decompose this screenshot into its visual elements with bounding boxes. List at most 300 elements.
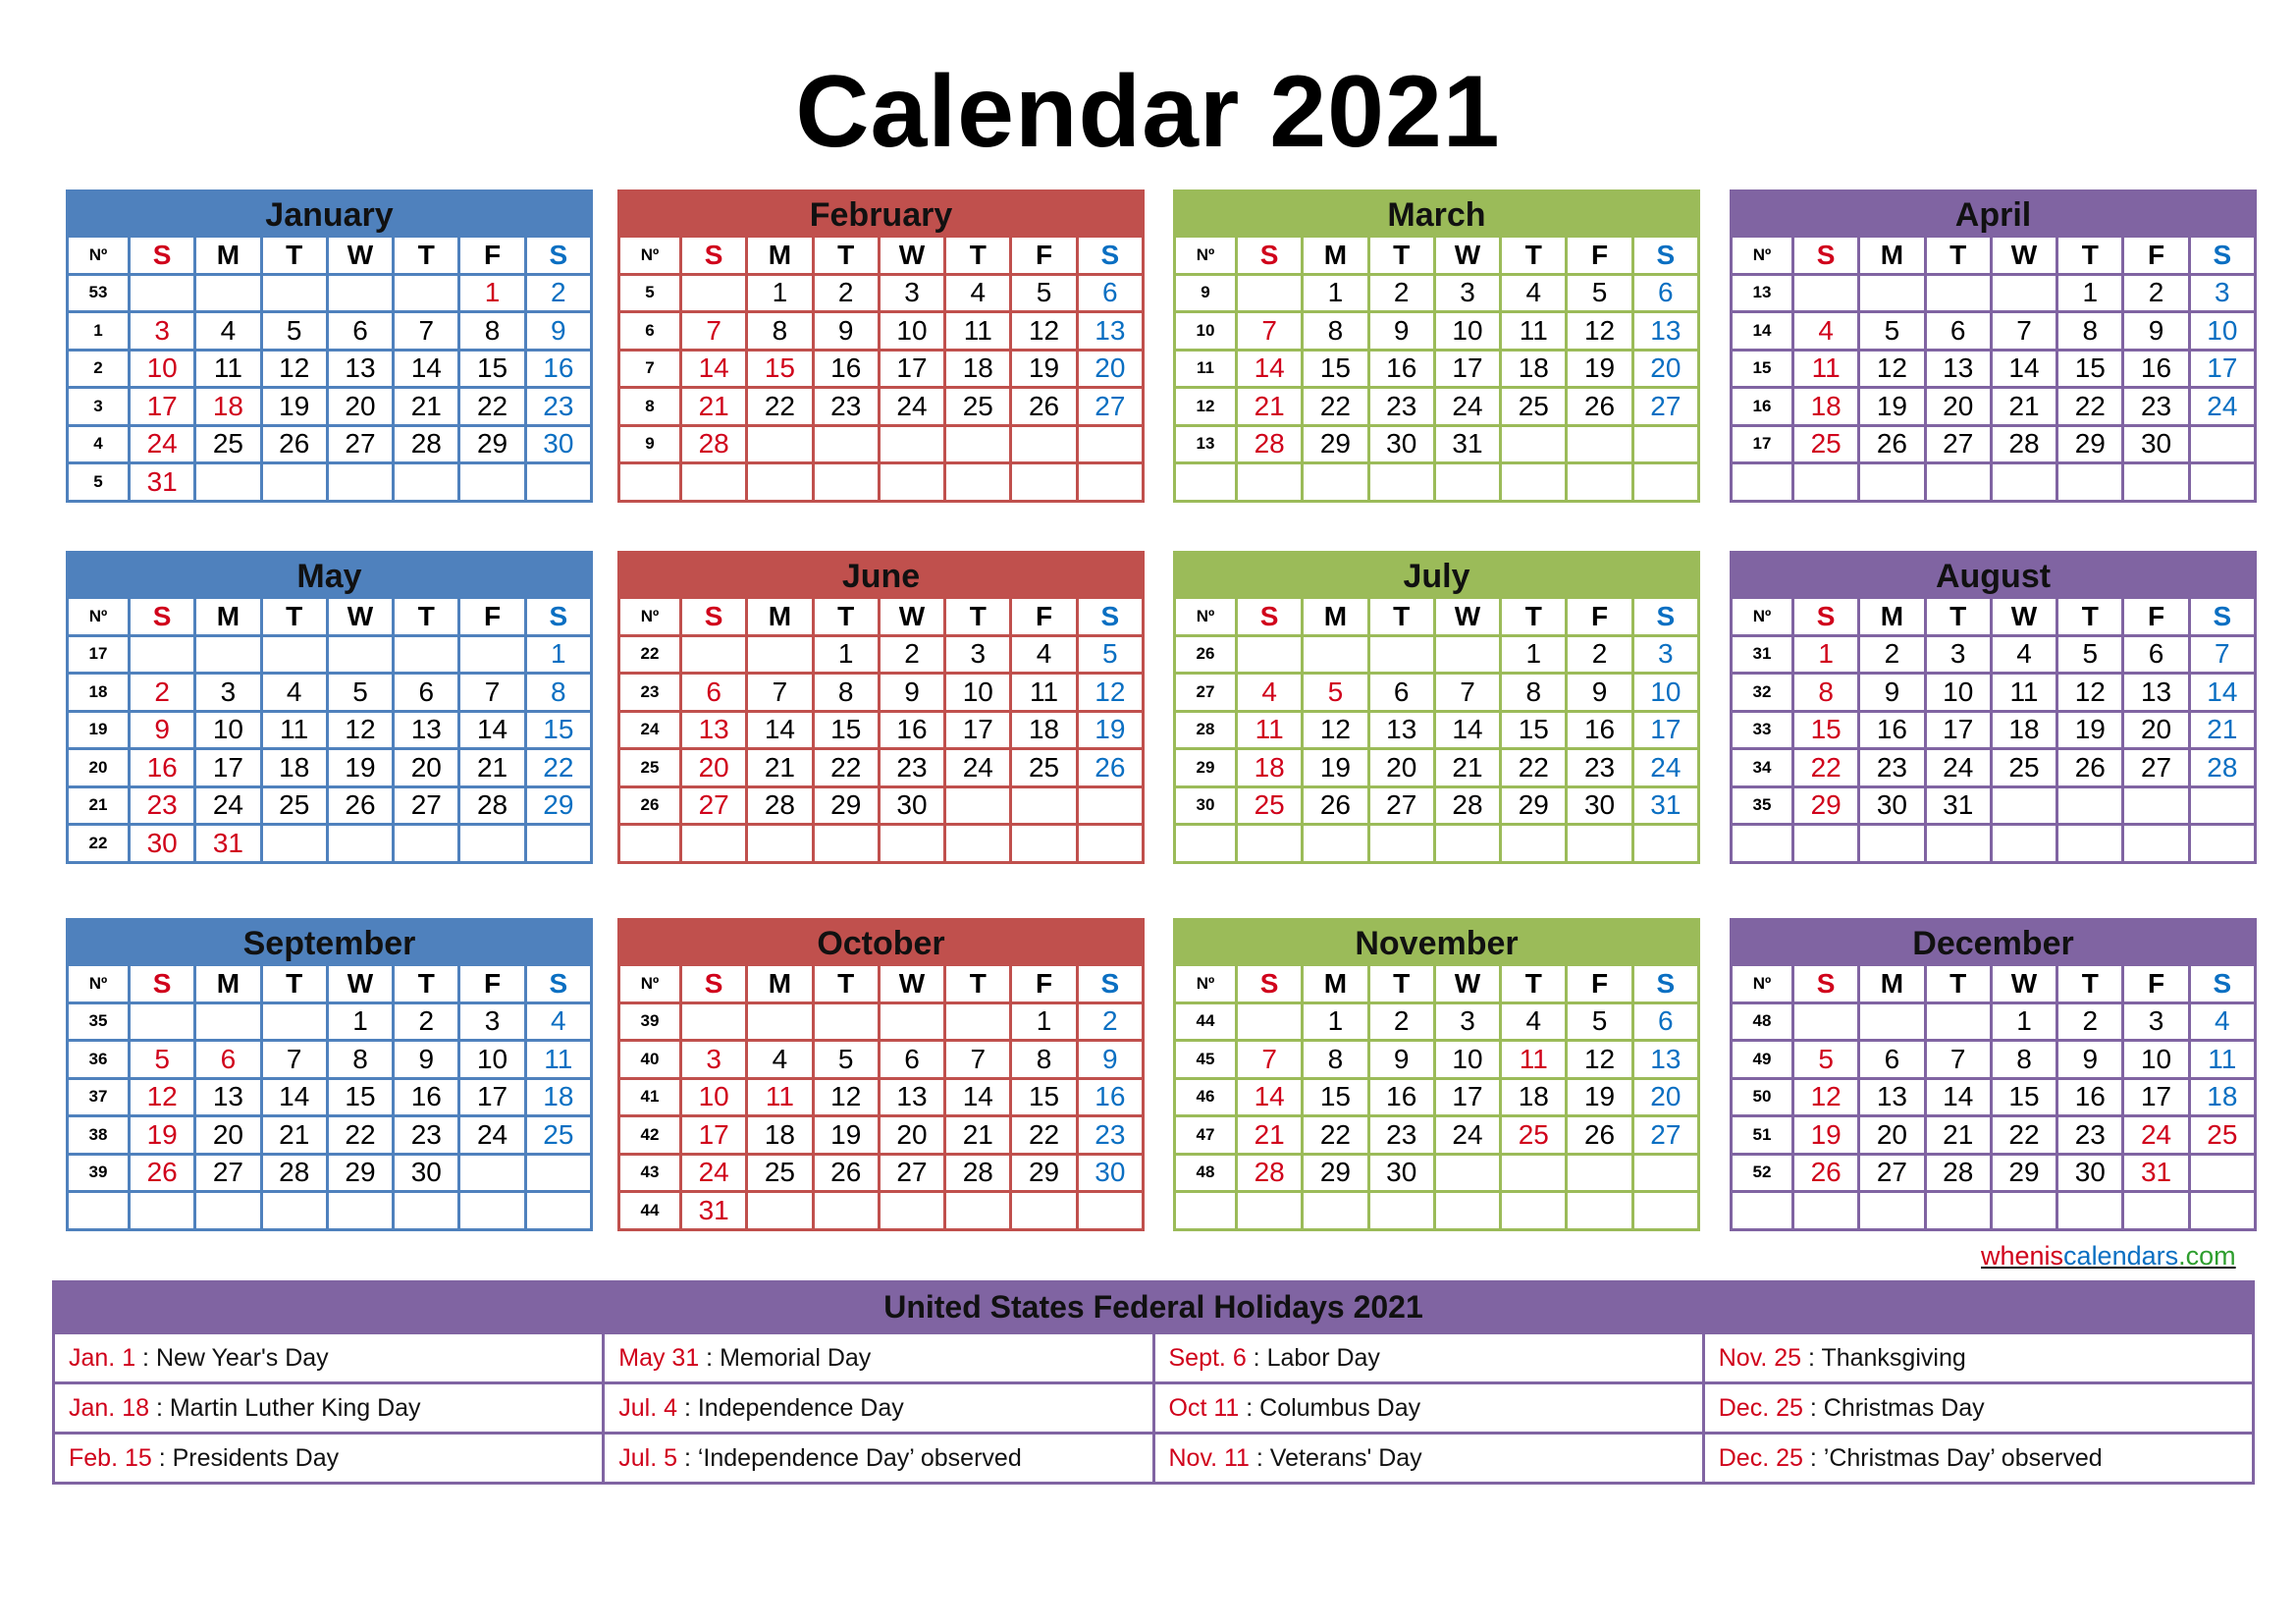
day-cell[interactable]: 4 xyxy=(525,1002,591,1041)
day-cell[interactable]: 23 xyxy=(1368,388,1434,426)
day-cell[interactable]: 9 xyxy=(813,312,879,351)
day-cell[interactable]: 20 xyxy=(1859,1116,1925,1155)
day-cell[interactable]: 15 xyxy=(1501,711,1567,749)
day-cell[interactable]: 4 xyxy=(747,1041,813,1079)
day-cell[interactable]: 10 xyxy=(879,312,944,351)
day-cell[interactable]: 28 xyxy=(681,425,747,463)
day-cell[interactable]: 31 xyxy=(2123,1154,2189,1192)
day-cell[interactable]: 20 xyxy=(1925,388,1991,426)
day-cell[interactable]: 13 xyxy=(394,711,459,749)
day-cell[interactable]: 5 xyxy=(261,312,327,351)
day-cell[interactable]: 17 xyxy=(681,1116,747,1155)
day-cell[interactable]: 10 xyxy=(1434,1041,1500,1079)
day-cell[interactable]: 22 xyxy=(813,749,879,787)
day-cell[interactable]: 29 xyxy=(1991,1154,2056,1192)
day-cell[interactable]: 21 xyxy=(945,1116,1011,1155)
day-cell[interactable]: 18 xyxy=(1793,388,1859,426)
day-cell[interactable]: 3 xyxy=(2189,274,2255,312)
day-cell[interactable]: 7 xyxy=(1991,312,2056,351)
day-cell[interactable]: 23 xyxy=(130,786,195,825)
day-cell[interactable]: 1 xyxy=(1303,274,1368,312)
day-cell[interactable]: 6 xyxy=(1859,1041,1925,1079)
day-cell[interactable]: 12 xyxy=(1303,711,1368,749)
day-cell[interactable]: 18 xyxy=(1011,711,1077,749)
day-cell[interactable]: 26 xyxy=(327,786,393,825)
day-cell[interactable]: 23 xyxy=(879,749,944,787)
day-cell[interactable]: 24 xyxy=(945,749,1011,787)
day-cell[interactable]: 1 xyxy=(327,1002,393,1041)
day-cell[interactable]: 10 xyxy=(195,711,261,749)
day-cell[interactable]: 4 xyxy=(261,674,327,712)
day-cell[interactable]: 22 xyxy=(747,388,813,426)
day-cell[interactable]: 6 xyxy=(195,1041,261,1079)
day-cell[interactable]: 13 xyxy=(681,711,747,749)
day-cell[interactable]: 13 xyxy=(2123,674,2189,712)
day-cell[interactable]: 26 xyxy=(1567,1116,1632,1155)
day-cell[interactable]: 8 xyxy=(1011,1041,1077,1079)
day-cell[interactable]: 25 xyxy=(1793,425,1859,463)
day-cell[interactable]: 17 xyxy=(1434,1078,1500,1116)
day-cell[interactable]: 29 xyxy=(813,786,879,825)
day-cell[interactable]: 31 xyxy=(1434,425,1500,463)
day-cell[interactable]: 14 xyxy=(1434,711,1500,749)
day-cell[interactable]: 3 xyxy=(1434,1002,1500,1041)
day-cell[interactable]: 17 xyxy=(2123,1078,2189,1116)
day-cell[interactable]: 28 xyxy=(2189,749,2255,787)
day-cell[interactable]: 14 xyxy=(261,1078,327,1116)
day-cell[interactable]: 29 xyxy=(2057,425,2123,463)
day-cell[interactable]: 4 xyxy=(1793,312,1859,351)
day-cell[interactable]: 22 xyxy=(525,749,591,787)
day-cell[interactable]: 22 xyxy=(1991,1116,2056,1155)
day-cell[interactable]: 20 xyxy=(1632,1078,1698,1116)
day-cell[interactable]: 28 xyxy=(1925,1154,1991,1192)
day-cell[interactable]: 9 xyxy=(1077,1041,1143,1079)
day-cell[interactable]: 14 xyxy=(1991,350,2056,388)
day-cell[interactable]: 5 xyxy=(1793,1041,1859,1079)
day-cell[interactable]: 28 xyxy=(1434,786,1500,825)
day-cell[interactable]: 5 xyxy=(130,1041,195,1079)
day-cell[interactable]: 14 xyxy=(1237,350,1303,388)
day-cell[interactable]: 26 xyxy=(2057,749,2123,787)
day-cell[interactable]: 15 xyxy=(2057,350,2123,388)
day-cell[interactable]: 16 xyxy=(2057,1078,2123,1116)
day-cell[interactable]: 29 xyxy=(1501,786,1567,825)
day-cell[interactable]: 24 xyxy=(681,1154,747,1192)
day-cell[interactable]: 7 xyxy=(747,674,813,712)
day-cell[interactable]: 17 xyxy=(130,388,195,426)
day-cell[interactable]: 28 xyxy=(261,1154,327,1192)
day-cell[interactable]: 16 xyxy=(1077,1078,1143,1116)
day-cell[interactable]: 3 xyxy=(130,312,195,351)
day-cell[interactable]: 19 xyxy=(813,1116,879,1155)
day-cell[interactable]: 18 xyxy=(945,350,1011,388)
day-cell[interactable]: 25 xyxy=(2189,1116,2255,1155)
day-cell[interactable]: 12 xyxy=(1567,312,1632,351)
day-cell[interactable]: 27 xyxy=(1368,786,1434,825)
day-cell[interactable]: 12 xyxy=(813,1078,879,1116)
day-cell[interactable]: 7 xyxy=(1434,674,1500,712)
day-cell[interactable]: 7 xyxy=(2189,635,2255,674)
day-cell[interactable]: 24 xyxy=(1925,749,1991,787)
day-cell[interactable]: 8 xyxy=(1793,674,1859,712)
day-cell[interactable]: 11 xyxy=(1991,674,2056,712)
day-cell[interactable]: 20 xyxy=(394,749,459,787)
day-cell[interactable]: 5 xyxy=(1303,674,1368,712)
day-cell[interactable]: 17 xyxy=(195,749,261,787)
day-cell[interactable]: 30 xyxy=(525,425,591,463)
day-cell[interactable]: 10 xyxy=(681,1078,747,1116)
day-cell[interactable]: 17 xyxy=(2189,350,2255,388)
day-cell[interactable]: 25 xyxy=(1011,749,1077,787)
day-cell[interactable]: 6 xyxy=(1632,1002,1698,1041)
day-cell[interactable]: 18 xyxy=(2189,1078,2255,1116)
day-cell[interactable]: 11 xyxy=(261,711,327,749)
day-cell[interactable]: 1 xyxy=(1991,1002,2056,1041)
day-cell[interactable]: 10 xyxy=(130,350,195,388)
day-cell[interactable]: 1 xyxy=(813,635,879,674)
day-cell[interactable]: 30 xyxy=(130,825,195,863)
day-cell[interactable]: 14 xyxy=(681,350,747,388)
day-cell[interactable]: 10 xyxy=(1434,312,1500,351)
day-cell[interactable]: 7 xyxy=(459,674,525,712)
day-cell[interactable]: 28 xyxy=(747,786,813,825)
day-cell[interactable]: 18 xyxy=(1237,749,1303,787)
day-cell[interactable]: 18 xyxy=(525,1078,591,1116)
day-cell[interactable]: 4 xyxy=(195,312,261,351)
day-cell[interactable]: 2 xyxy=(2057,1002,2123,1041)
day-cell[interactable]: 19 xyxy=(1567,350,1632,388)
day-cell[interactable]: 30 xyxy=(2123,425,2189,463)
day-cell[interactable]: 20 xyxy=(1632,350,1698,388)
day-cell[interactable]: 25 xyxy=(747,1154,813,1192)
day-cell[interactable]: 26 xyxy=(1303,786,1368,825)
day-cell[interactable]: 21 xyxy=(1237,1116,1303,1155)
day-cell[interactable]: 7 xyxy=(945,1041,1011,1079)
day-cell[interactable]: 28 xyxy=(945,1154,1011,1192)
day-cell[interactable]: 16 xyxy=(813,350,879,388)
day-cell[interactable]: 16 xyxy=(1368,1078,1434,1116)
day-cell[interactable]: 28 xyxy=(459,786,525,825)
day-cell[interactable]: 19 xyxy=(1859,388,1925,426)
day-cell[interactable]: 21 xyxy=(261,1116,327,1155)
day-cell[interactable]: 26 xyxy=(1859,425,1925,463)
day-cell[interactable]: 25 xyxy=(195,425,261,463)
day-cell[interactable]: 23 xyxy=(1077,1116,1143,1155)
day-cell[interactable]: 3 xyxy=(1925,635,1991,674)
day-cell[interactable]: 24 xyxy=(2189,388,2255,426)
day-cell[interactable]: 19 xyxy=(1303,749,1368,787)
day-cell[interactable]: 30 xyxy=(2057,1154,2123,1192)
day-cell[interactable]: 7 xyxy=(1237,1041,1303,1079)
day-cell[interactable]: 25 xyxy=(525,1116,591,1155)
day-cell[interactable]: 13 xyxy=(327,350,393,388)
day-cell[interactable]: 9 xyxy=(130,711,195,749)
day-cell[interactable]: 16 xyxy=(2123,350,2189,388)
day-cell[interactable]: 14 xyxy=(945,1078,1011,1116)
day-cell[interactable]: 3 xyxy=(879,274,944,312)
day-cell[interactable]: 16 xyxy=(525,350,591,388)
day-cell[interactable]: 21 xyxy=(1434,749,1500,787)
day-cell[interactable]: 23 xyxy=(813,388,879,426)
day-cell[interactable]: 8 xyxy=(1991,1041,2056,1079)
day-cell[interactable]: 7 xyxy=(681,312,747,351)
day-cell[interactable]: 27 xyxy=(681,786,747,825)
day-cell[interactable]: 5 xyxy=(327,674,393,712)
day-cell[interactable]: 20 xyxy=(2123,711,2189,749)
day-cell[interactable]: 19 xyxy=(1011,350,1077,388)
day-cell[interactable]: 20 xyxy=(195,1116,261,1155)
day-cell[interactable]: 4 xyxy=(1237,674,1303,712)
day-cell[interactable]: 27 xyxy=(1632,1116,1698,1155)
day-cell[interactable]: 27 xyxy=(327,425,393,463)
day-cell[interactable]: 23 xyxy=(2057,1116,2123,1155)
day-cell[interactable]: 26 xyxy=(813,1154,879,1192)
day-cell[interactable]: 25 xyxy=(261,786,327,825)
day-cell[interactable]: 31 xyxy=(195,825,261,863)
day-cell[interactable]: 12 xyxy=(1793,1078,1859,1116)
day-cell[interactable]: 22 xyxy=(327,1116,393,1155)
day-cell[interactable]: 30 xyxy=(1567,786,1632,825)
day-cell[interactable]: 2 xyxy=(1859,635,1925,674)
day-cell[interactable]: 3 xyxy=(459,1002,525,1041)
day-cell[interactable]: 23 xyxy=(2123,388,2189,426)
day-cell[interactable]: 18 xyxy=(747,1116,813,1155)
day-cell[interactable]: 9 xyxy=(1368,1041,1434,1079)
day-cell[interactable]: 29 xyxy=(327,1154,393,1192)
day-cell[interactable]: 16 xyxy=(879,711,944,749)
day-cell[interactable]: 8 xyxy=(2057,312,2123,351)
day-cell[interactable]: 18 xyxy=(1501,1078,1567,1116)
day-cell[interactable]: 2 xyxy=(1077,1002,1143,1041)
day-cell[interactable]: 8 xyxy=(1303,1041,1368,1079)
day-cell[interactable]: 6 xyxy=(327,312,393,351)
day-cell[interactable]: 28 xyxy=(1237,1154,1303,1192)
day-cell[interactable]: 23 xyxy=(1567,749,1632,787)
day-cell[interactable]: 13 xyxy=(195,1078,261,1116)
day-cell[interactable]: 7 xyxy=(261,1041,327,1079)
day-cell[interactable]: 5 xyxy=(1567,1002,1632,1041)
day-cell[interactable]: 3 xyxy=(681,1041,747,1079)
day-cell[interactable]: 8 xyxy=(327,1041,393,1079)
day-cell[interactable]: 24 xyxy=(1632,749,1698,787)
day-cell[interactable]: 9 xyxy=(1567,674,1632,712)
day-cell[interactable]: 9 xyxy=(2057,1041,2123,1079)
day-cell[interactable]: 27 xyxy=(2123,749,2189,787)
day-cell[interactable]: 13 xyxy=(1925,350,1991,388)
day-cell[interactable]: 29 xyxy=(1303,425,1368,463)
day-cell[interactable]: 23 xyxy=(394,1116,459,1155)
day-cell[interactable]: 1 xyxy=(1303,1002,1368,1041)
day-cell[interactable]: 20 xyxy=(879,1116,944,1155)
day-cell[interactable]: 11 xyxy=(1237,711,1303,749)
day-cell[interactable]: 2 xyxy=(394,1002,459,1041)
day-cell[interactable]: 9 xyxy=(879,674,944,712)
day-cell[interactable]: 24 xyxy=(1434,1116,1500,1155)
day-cell[interactable]: 12 xyxy=(1859,350,1925,388)
day-cell[interactable]: 12 xyxy=(327,711,393,749)
day-cell[interactable]: 13 xyxy=(1859,1078,1925,1116)
day-cell[interactable]: 5 xyxy=(1011,274,1077,312)
day-cell[interactable]: 27 xyxy=(1925,425,1991,463)
day-cell[interactable]: 23 xyxy=(1368,1116,1434,1155)
day-cell[interactable]: 6 xyxy=(1077,274,1143,312)
day-cell[interactable]: 24 xyxy=(879,388,944,426)
day-cell[interactable]: 19 xyxy=(1077,711,1143,749)
day-cell[interactable]: 8 xyxy=(525,674,591,712)
day-cell[interactable]: 6 xyxy=(1368,674,1434,712)
day-cell[interactable]: 5 xyxy=(2057,635,2123,674)
day-cell[interactable]: 11 xyxy=(1793,350,1859,388)
day-cell[interactable]: 26 xyxy=(1077,749,1143,787)
day-cell[interactable]: 16 xyxy=(1859,711,1925,749)
day-cell[interactable]: 30 xyxy=(1368,425,1434,463)
day-cell[interactable]: 14 xyxy=(2189,674,2255,712)
day-cell[interactable]: 1 xyxy=(459,274,525,312)
day-cell[interactable]: 1 xyxy=(2057,274,2123,312)
day-cell[interactable]: 3 xyxy=(1434,274,1500,312)
day-cell[interactable]: 19 xyxy=(327,749,393,787)
day-cell[interactable]: 21 xyxy=(747,749,813,787)
day-cell[interactable]: 26 xyxy=(1011,388,1077,426)
day-cell[interactable]: 8 xyxy=(813,674,879,712)
day-cell[interactable]: 20 xyxy=(1077,350,1143,388)
day-cell[interactable]: 10 xyxy=(2189,312,2255,351)
day-cell[interactable]: 11 xyxy=(525,1041,591,1079)
day-cell[interactable]: 15 xyxy=(525,711,591,749)
day-cell[interactable]: 23 xyxy=(1859,749,1925,787)
day-cell[interactable]: 2 xyxy=(879,635,944,674)
day-cell[interactable]: 8 xyxy=(459,312,525,351)
day-cell[interactable]: 11 xyxy=(1501,312,1567,351)
day-cell[interactable]: 11 xyxy=(747,1078,813,1116)
day-cell[interactable]: 31 xyxy=(1925,786,1991,825)
day-cell[interactable]: 24 xyxy=(459,1116,525,1155)
day-cell[interactable]: 11 xyxy=(1501,1041,1567,1079)
day-cell[interactable]: 19 xyxy=(2057,711,2123,749)
day-cell[interactable]: 4 xyxy=(1011,635,1077,674)
day-cell[interactable]: 17 xyxy=(1434,350,1500,388)
day-cell[interactable]: 17 xyxy=(945,711,1011,749)
day-cell[interactable]: 29 xyxy=(1303,1154,1368,1192)
day-cell[interactable]: 25 xyxy=(945,388,1011,426)
day-cell[interactable]: 4 xyxy=(1501,274,1567,312)
day-cell[interactable]: 25 xyxy=(1501,1116,1567,1155)
day-cell[interactable]: 19 xyxy=(1793,1116,1859,1155)
day-cell[interactable]: 21 xyxy=(681,388,747,426)
day-cell[interactable]: 18 xyxy=(195,388,261,426)
day-cell[interactable]: 15 xyxy=(327,1078,393,1116)
day-cell[interactable]: 14 xyxy=(1925,1078,1991,1116)
day-cell[interactable]: 29 xyxy=(459,425,525,463)
day-cell[interactable]: 12 xyxy=(130,1078,195,1116)
day-cell[interactable]: 15 xyxy=(1303,1078,1368,1116)
day-cell[interactable]: 24 xyxy=(130,425,195,463)
day-cell[interactable]: 21 xyxy=(459,749,525,787)
day-cell[interactable]: 22 xyxy=(1303,1116,1368,1155)
day-cell[interactable]: 24 xyxy=(1434,388,1500,426)
day-cell[interactable]: 17 xyxy=(1632,711,1698,749)
day-cell[interactable]: 1 xyxy=(1793,635,1859,674)
day-cell[interactable]: 15 xyxy=(459,350,525,388)
day-cell[interactable]: 7 xyxy=(394,312,459,351)
day-cell[interactable]: 30 xyxy=(879,786,944,825)
day-cell[interactable]: 18 xyxy=(1501,350,1567,388)
day-cell[interactable]: 21 xyxy=(1925,1116,1991,1155)
day-cell[interactable]: 9 xyxy=(2123,312,2189,351)
day-cell[interactable]: 1 xyxy=(1011,1002,1077,1041)
day-cell[interactable]: 8 xyxy=(1501,674,1567,712)
day-cell[interactable]: 14 xyxy=(1237,1078,1303,1116)
day-cell[interactable]: 2 xyxy=(1368,1002,1434,1041)
day-cell[interactable]: 21 xyxy=(394,388,459,426)
day-cell[interactable]: 24 xyxy=(2123,1116,2189,1155)
day-cell[interactable]: 23 xyxy=(525,388,591,426)
day-cell[interactable]: 13 xyxy=(1632,1041,1698,1079)
day-cell[interactable]: 30 xyxy=(394,1154,459,1192)
day-cell[interactable]: 8 xyxy=(747,312,813,351)
day-cell[interactable]: 2 xyxy=(1567,635,1632,674)
day-cell[interactable]: 15 xyxy=(1303,350,1368,388)
day-cell[interactable]: 2 xyxy=(813,274,879,312)
day-cell[interactable]: 7 xyxy=(1925,1041,1991,1079)
day-cell[interactable]: 26 xyxy=(130,1154,195,1192)
day-cell[interactable]: 11 xyxy=(1011,674,1077,712)
day-cell[interactable]: 16 xyxy=(1368,350,1434,388)
day-cell[interactable]: 6 xyxy=(2123,635,2189,674)
day-cell[interactable]: 30 xyxy=(1368,1154,1434,1192)
day-cell[interactable]: 5 xyxy=(1859,312,1925,351)
day-cell[interactable]: 12 xyxy=(2057,674,2123,712)
day-cell[interactable]: 21 xyxy=(2189,711,2255,749)
day-cell[interactable]: 30 xyxy=(1859,786,1925,825)
day-cell[interactable]: 10 xyxy=(2123,1041,2189,1079)
day-cell[interactable]: 31 xyxy=(130,463,195,502)
day-cell[interactable]: 15 xyxy=(813,711,879,749)
day-cell[interactable]: 25 xyxy=(1991,749,2056,787)
day-cell[interactable]: 31 xyxy=(1632,786,1698,825)
day-cell[interactable]: 3 xyxy=(195,674,261,712)
day-cell[interactable]: 13 xyxy=(879,1078,944,1116)
day-cell[interactable]: 27 xyxy=(195,1154,261,1192)
day-cell[interactable]: 13 xyxy=(1077,312,1143,351)
day-cell[interactable]: 30 xyxy=(1077,1154,1143,1192)
day-cell[interactable]: 17 xyxy=(459,1078,525,1116)
day-cell[interactable]: 28 xyxy=(1237,425,1303,463)
day-cell[interactable]: 26 xyxy=(1567,388,1632,426)
day-cell[interactable]: 5 xyxy=(1567,274,1632,312)
day-cell[interactable]: 6 xyxy=(681,674,747,712)
day-cell[interactable]: 12 xyxy=(1011,312,1077,351)
day-cell[interactable]: 12 xyxy=(261,350,327,388)
day-cell[interactable]: 22 xyxy=(1303,388,1368,426)
day-cell[interactable]: 11 xyxy=(2189,1041,2255,1079)
day-cell[interactable]: 22 xyxy=(1501,749,1567,787)
day-cell[interactable]: 3 xyxy=(2123,1002,2189,1041)
day-cell[interactable]: 27 xyxy=(1859,1154,1925,1192)
day-cell[interactable]: 11 xyxy=(195,350,261,388)
day-cell[interactable]: 14 xyxy=(747,711,813,749)
day-cell[interactable]: 2 xyxy=(1368,274,1434,312)
day-cell[interactable]: 29 xyxy=(525,786,591,825)
day-cell[interactable]: 11 xyxy=(945,312,1011,351)
day-cell[interactable]: 4 xyxy=(2189,1002,2255,1041)
day-cell[interactable]: 14 xyxy=(459,711,525,749)
day-cell[interactable]: 27 xyxy=(1077,388,1143,426)
day-cell[interactable]: 10 xyxy=(945,674,1011,712)
day-cell[interactable]: 26 xyxy=(261,425,327,463)
day-cell[interactable]: 20 xyxy=(327,388,393,426)
